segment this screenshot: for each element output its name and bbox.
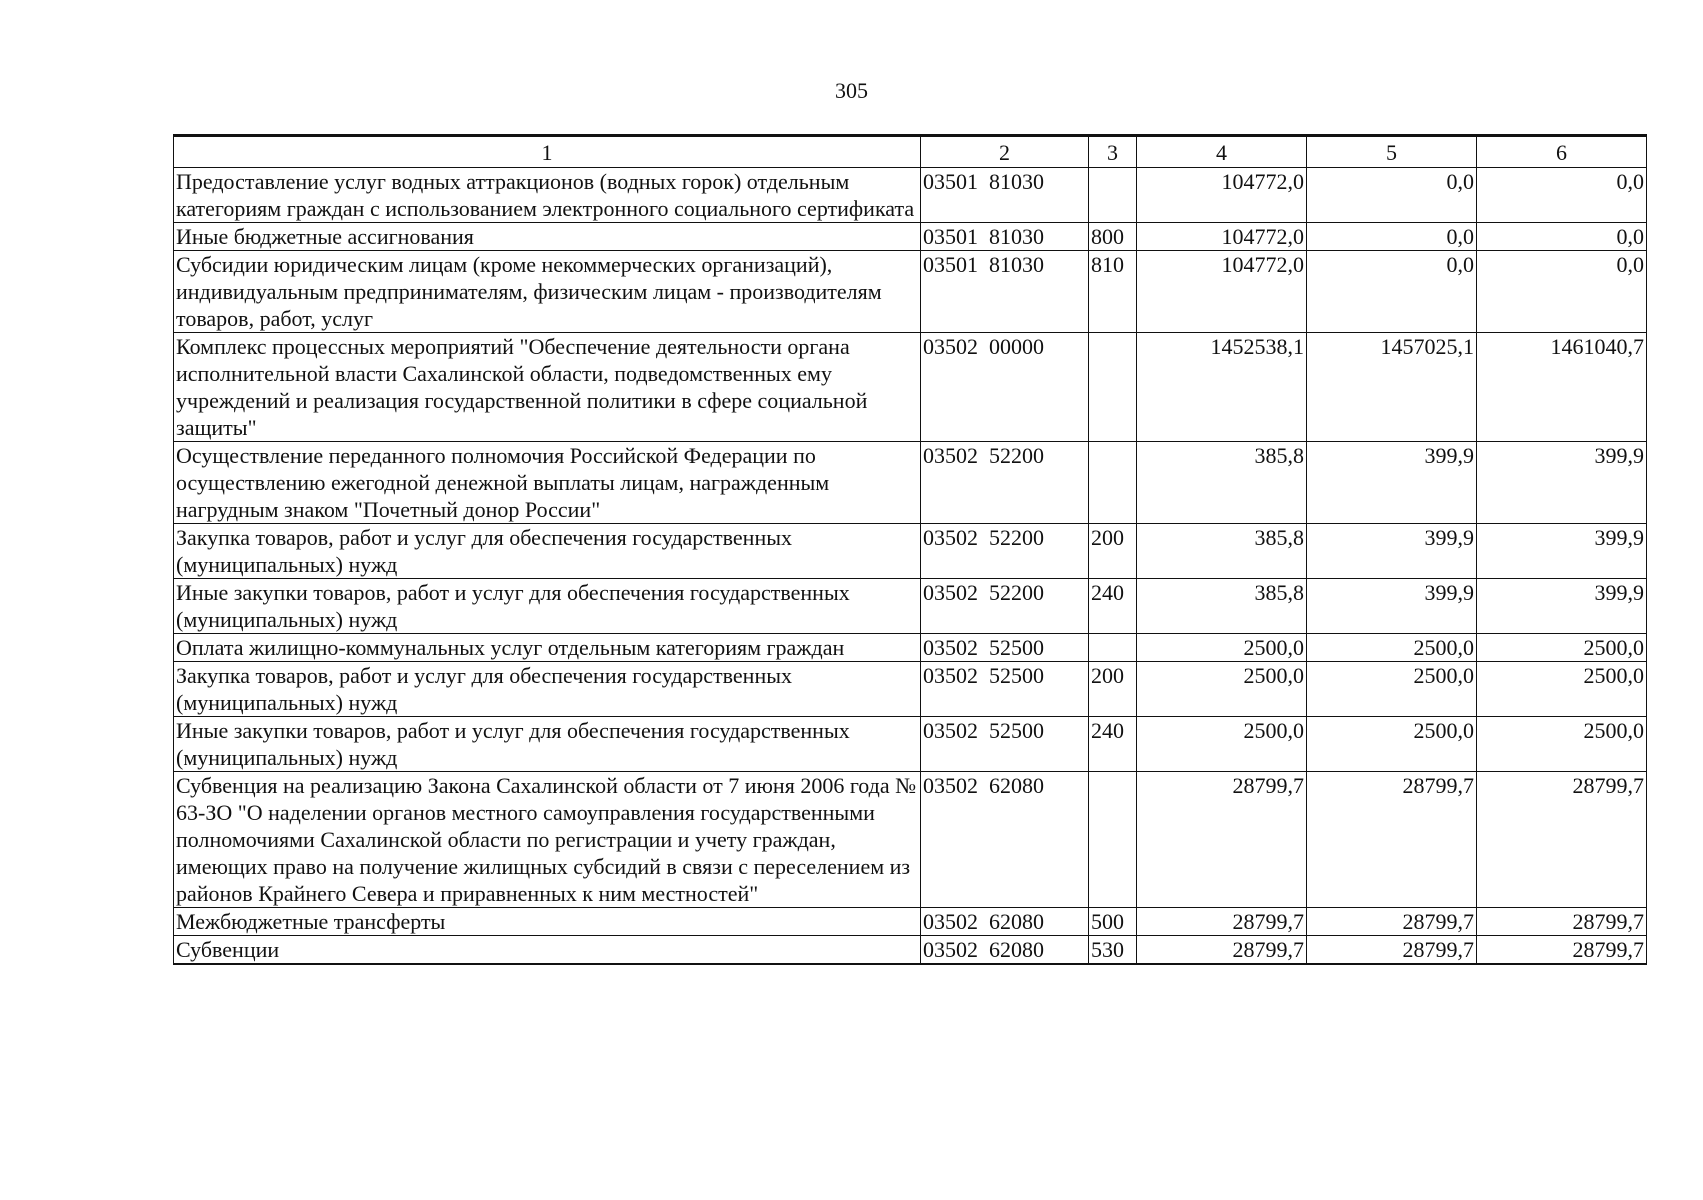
expense-type: 240 — [1089, 717, 1137, 772]
value-col4: 104772,0 — [1137, 223, 1307, 251]
row-code — [921, 251, 1089, 333]
value-col5: 28799,7 — [1307, 908, 1477, 936]
direction-code: 52500 — [989, 663, 1044, 688]
row-code — [921, 936, 1089, 965]
direction-code: 00000 — [989, 334, 1044, 359]
value-col5: 0,0 — [1307, 223, 1477, 251]
value-col4: 104772,0 — [1137, 168, 1307, 223]
expense-type: 530 — [1089, 936, 1137, 965]
row-name: Закупка товаров, работ и услуг для обеспечения государственных (муниципальных) нужд — [174, 662, 921, 717]
column-header-6: 6 — [1477, 136, 1647, 168]
value-col4: 104772,0 — [1137, 251, 1307, 333]
program-code: 03502 — [923, 663, 978, 688]
expense-type — [1089, 634, 1137, 662]
program-code: 03502 — [923, 334, 978, 359]
table-row — [174, 634, 1647, 662]
table-row — [174, 442, 1647, 524]
value-col6: 2500,0 — [1477, 662, 1647, 717]
column-header-4: 4 — [1137, 136, 1307, 168]
row-name: Субвенция на реализацию Закона Сахалинской области от 7 июня 2006 года № 63-ЗО "О наделении органов местного самоуправления государственными полномочиями Сахалинской области по регистрации и учету граждан, имеющих право на получение жилищных субсидий в связи с переселением из районов Крайнего Севера и приравненных к ним местностей" — [174, 772, 921, 908]
value-col4: 385,8 — [1137, 579, 1307, 634]
expense-type — [1089, 333, 1137, 442]
value-col6: 28799,7 — [1477, 772, 1647, 908]
column-header-2: 2 — [921, 136, 1089, 168]
value-col5: 1457025,1 — [1307, 333, 1477, 442]
direction-code: 81030 — [989, 169, 1044, 194]
value-col6: 399,9 — [1477, 442, 1647, 524]
program-code: 03502 — [923, 937, 978, 962]
value-col6: 399,9 — [1477, 524, 1647, 579]
program-code: 03502 — [923, 718, 978, 743]
row-name: Субвенции — [174, 936, 921, 965]
program-code: 03501 — [923, 224, 978, 249]
row-code — [921, 223, 1089, 251]
column-header-1: 1 — [174, 136, 921, 168]
value-col6: 28799,7 — [1477, 908, 1647, 936]
row-code — [921, 333, 1089, 442]
value-col5: 399,9 — [1307, 442, 1477, 524]
table-row — [174, 223, 1647, 251]
page-number: 305 — [835, 78, 868, 103]
value-col4: 28799,7 — [1137, 936, 1307, 965]
row-code — [921, 717, 1089, 772]
row-code — [921, 442, 1089, 524]
expense-type: 800 — [1089, 223, 1137, 251]
value-col5: 2500,0 — [1307, 717, 1477, 772]
table-row — [174, 579, 1647, 634]
row-code — [921, 662, 1089, 717]
row-name: Субсидии юридическим лицам (кроме некоммерческих организаций), индивидуальным предпринимателям, физическим лицам - производителям товаров, работ, услуг — [174, 251, 921, 333]
program-code: 03502 — [923, 580, 978, 605]
program-code: 03502 — [923, 909, 978, 934]
direction-code: 81030 — [989, 224, 1044, 249]
value-col6: 399,9 — [1477, 579, 1647, 634]
program-code: 03502 — [923, 525, 978, 550]
value-col4: 2500,0 — [1137, 634, 1307, 662]
expense-type — [1089, 442, 1137, 524]
table-row — [174, 936, 1647, 965]
value-col4: 385,8 — [1137, 524, 1307, 579]
expense-type: 240 — [1089, 579, 1137, 634]
value-col6: 28799,7 — [1477, 936, 1647, 965]
expense-type — [1089, 772, 1137, 908]
direction-code: 52500 — [989, 635, 1044, 660]
program-code: 03501 — [923, 169, 978, 194]
program-code: 03502 — [923, 443, 978, 468]
value-col6: 2500,0 — [1477, 634, 1647, 662]
value-col5: 2500,0 — [1307, 662, 1477, 717]
value-col6: 1461040,7 — [1477, 333, 1647, 442]
table-row — [174, 524, 1647, 579]
row-name: Оплата жилищно-коммунальных услуг отдельным категориям граждан — [174, 634, 921, 662]
value-col5: 28799,7 — [1307, 936, 1477, 965]
value-col6: 2500,0 — [1477, 717, 1647, 772]
row-code — [921, 524, 1089, 579]
direction-code: 52200 — [989, 525, 1044, 550]
table-row — [174, 251, 1647, 333]
table-row — [174, 772, 1647, 908]
direction-code: 62080 — [989, 773, 1044, 798]
budget-table — [173, 134, 1647, 965]
value-col6: 0,0 — [1477, 223, 1647, 251]
row-name: Комплекс процессных мероприятий "Обеспечение деятельности органа исполнительной власти Сахалинской области, подведомственных ему учреждений и реализация государственной политики в сфере социальной защиты" — [174, 333, 921, 442]
value-col4: 2500,0 — [1137, 662, 1307, 717]
table-row — [174, 908, 1647, 936]
value-col4: 28799,7 — [1137, 908, 1307, 936]
direction-code: 81030 — [989, 252, 1044, 277]
row-name: Осуществление переданного полномочия Российской Федерации по осуществлению ежегодной денежной выплаты лицам, награжденным нагрудным знаком "Почетный донор России" — [174, 442, 921, 524]
table-row — [174, 717, 1647, 772]
row-code — [921, 634, 1089, 662]
value-col4: 28799,7 — [1137, 772, 1307, 908]
value-col4: 385,8 — [1137, 442, 1307, 524]
row-code — [921, 168, 1089, 223]
value-col6: 0,0 — [1477, 168, 1647, 223]
row-name: Иные закупки товаров, работ и услуг для обеспечения государственных (муниципальных) нужд — [174, 579, 921, 634]
row-name: Иные бюджетные ассигнования — [174, 223, 921, 251]
row-name: Межбюджетные трансферты — [174, 908, 921, 936]
expense-type: 500 — [1089, 908, 1137, 936]
program-code: 03501 — [923, 252, 978, 277]
direction-code: 62080 — [989, 937, 1044, 962]
table-row — [174, 662, 1647, 717]
direction-code: 52500 — [989, 718, 1044, 743]
direction-code: 52200 — [989, 443, 1044, 468]
expense-type — [1089, 168, 1137, 223]
value-col5: 2500,0 — [1307, 634, 1477, 662]
value-col4: 1452538,1 — [1137, 333, 1307, 442]
value-col5: 399,9 — [1307, 579, 1477, 634]
header-row — [174, 136, 1647, 168]
row-name: Предоставление услуг водных аттракционов (водных горок) отдельным категориям граждан с использованием электронного социального сертификата — [174, 168, 921, 223]
direction-code: 62080 — [989, 909, 1044, 934]
value-col5: 28799,7 — [1307, 772, 1477, 908]
value-col5: 0,0 — [1307, 168, 1477, 223]
value-col6: 0,0 — [1477, 251, 1647, 333]
expense-type: 200 — [1089, 524, 1137, 579]
row-name: Иные закупки товаров, работ и услуг для обеспечения государственных (муниципальных) нужд — [174, 717, 921, 772]
row-code — [921, 579, 1089, 634]
value-col5: 0,0 — [1307, 251, 1477, 333]
value-col5: 399,9 — [1307, 524, 1477, 579]
expense-type: 200 — [1089, 662, 1137, 717]
row-code — [921, 908, 1089, 936]
expense-type: 810 — [1089, 251, 1137, 333]
row-code — [921, 772, 1089, 908]
table-row — [174, 333, 1647, 442]
row-name: Закупка товаров, работ и услуг для обеспечения государственных (муниципальных) нужд — [174, 524, 921, 579]
column-header-5: 5 — [1307, 136, 1477, 168]
column-header-3: 3 — [1089, 136, 1137, 168]
table-row — [174, 168, 1647, 223]
value-col4: 2500,0 — [1137, 717, 1307, 772]
direction-code: 52200 — [989, 580, 1044, 605]
program-code: 03502 — [923, 635, 978, 660]
program-code: 03502 — [923, 773, 978, 798]
